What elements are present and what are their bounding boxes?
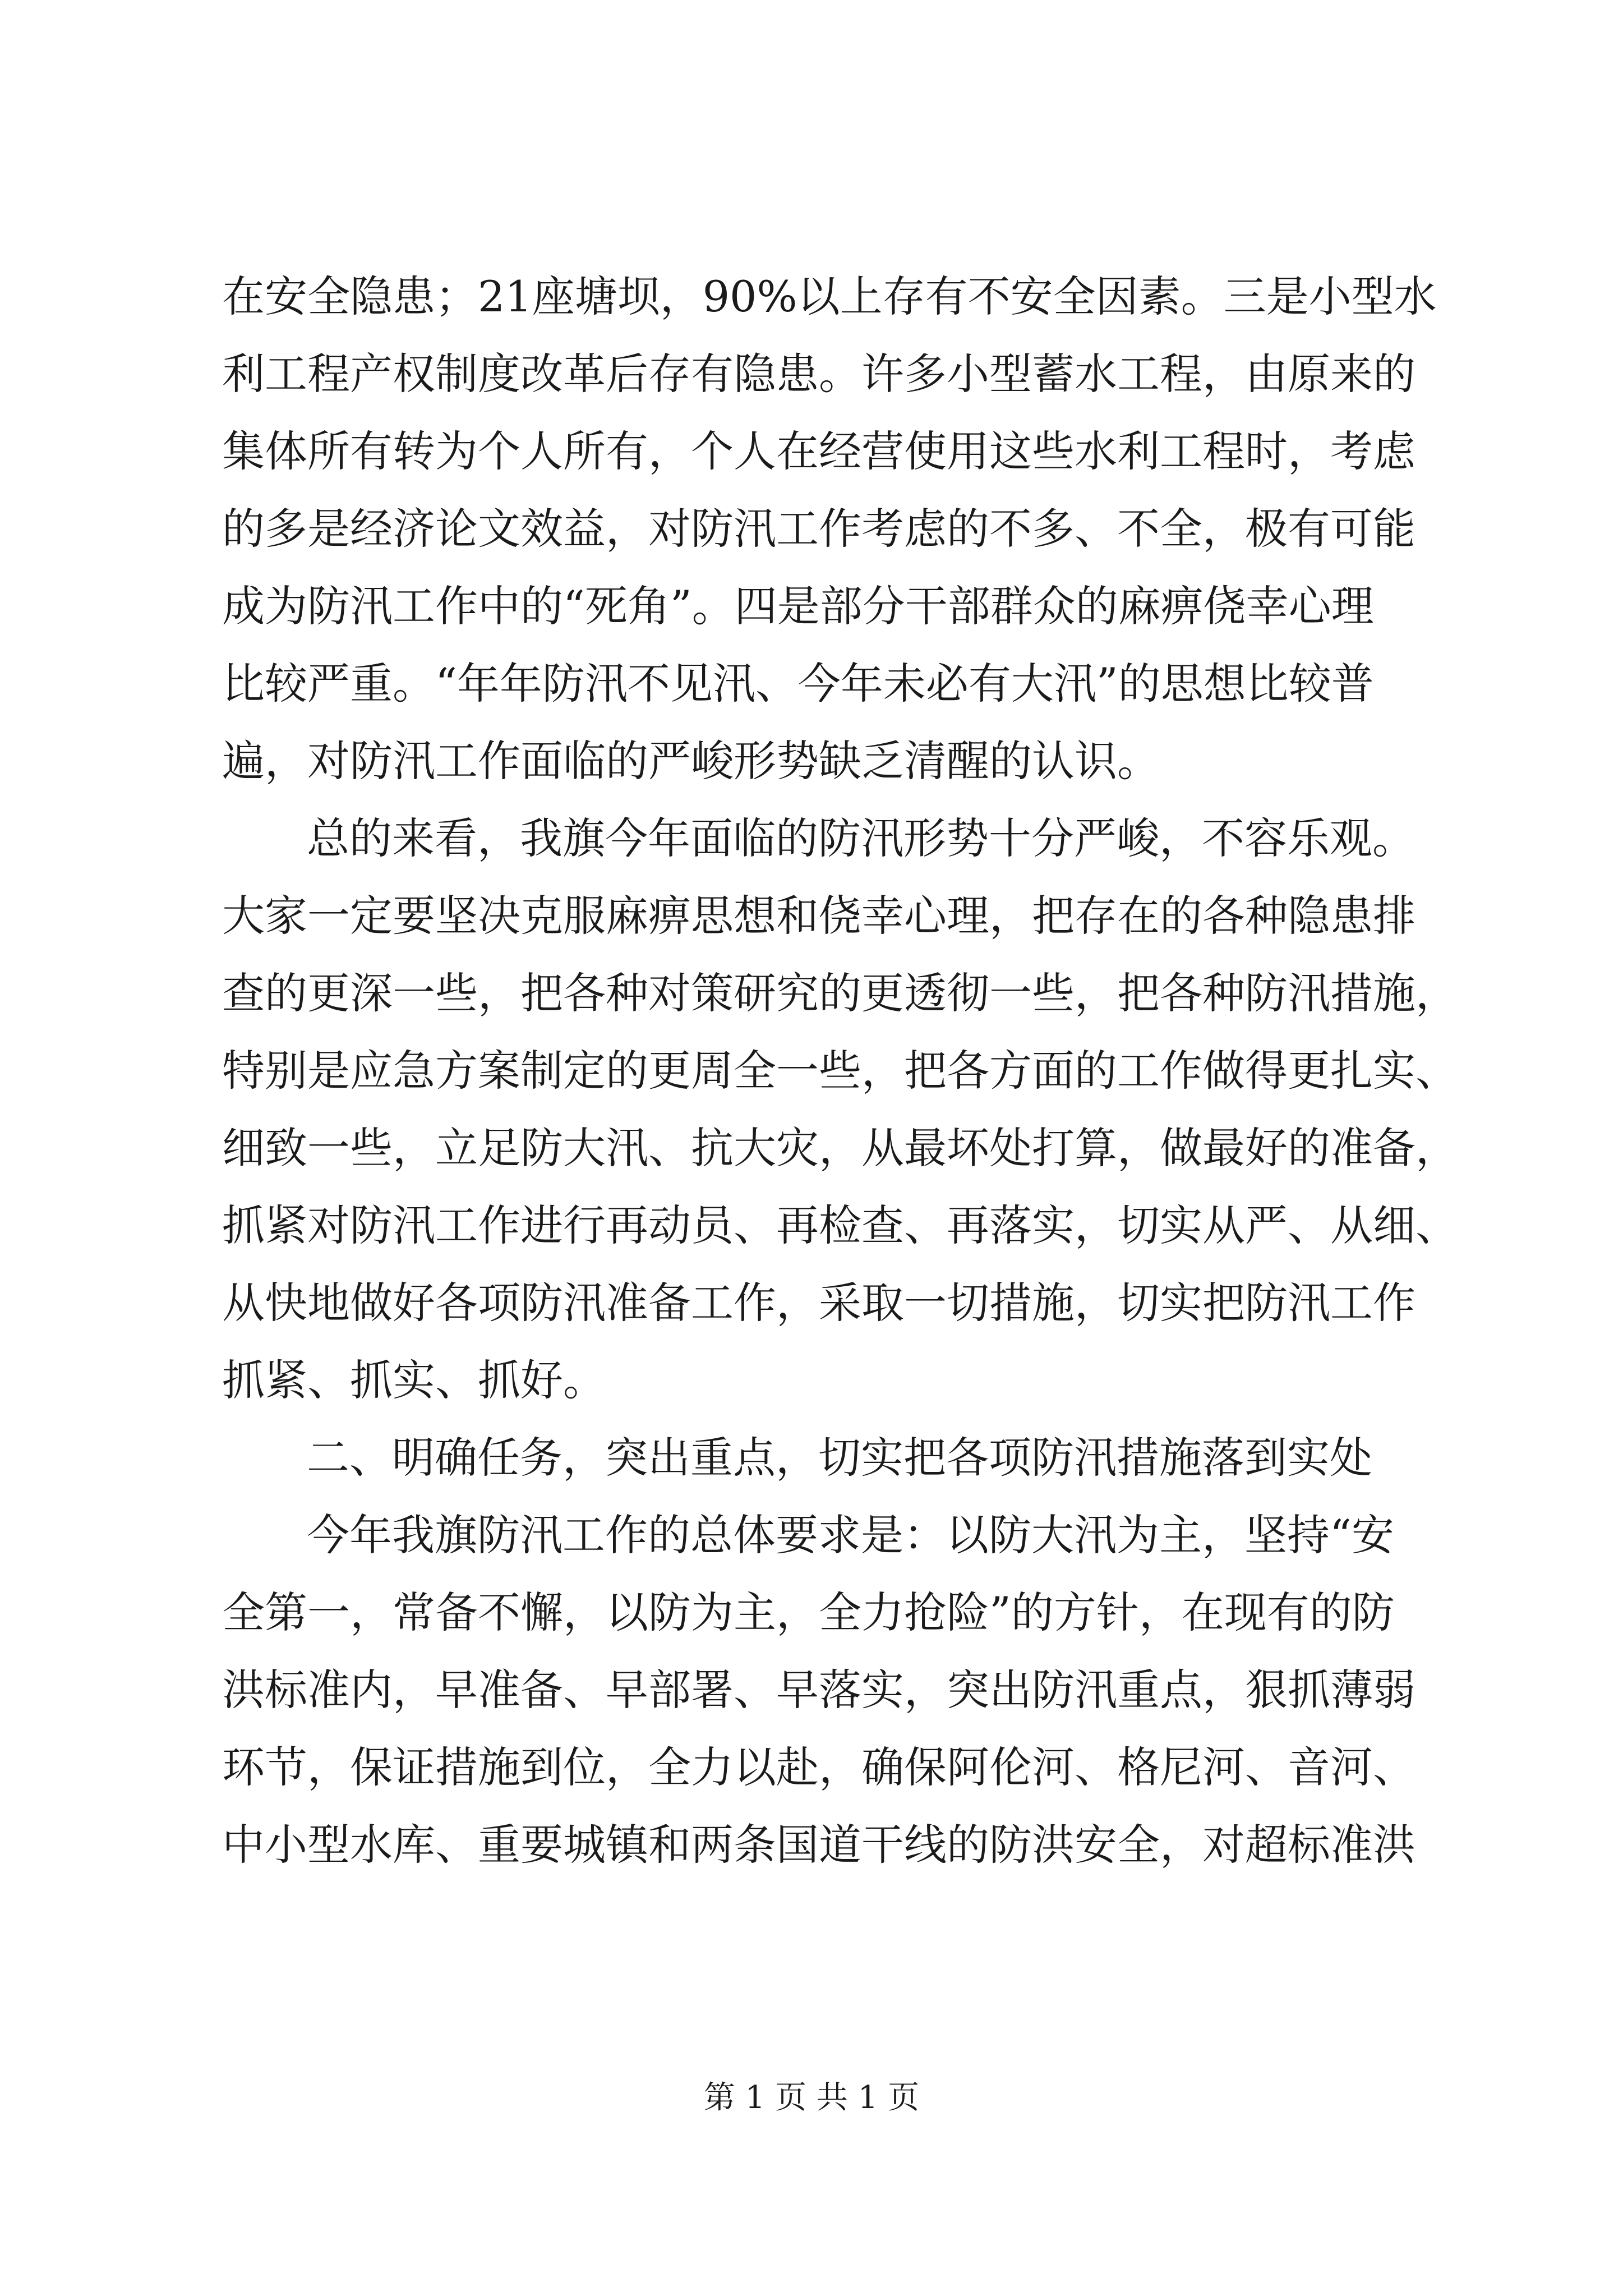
text-line: 的多是经济论文效益，对防汛工作考虑的不多、不全，极有可能 — [222, 504, 1415, 554]
text-line: 遍，对防汛工作面临的严峻形势缺乏清醒的认识。 — [222, 736, 1160, 786]
text-line: 环节，保证措施到位，全力以赴，确保阿伦河、格尼河、音河、 — [222, 1742, 1415, 1792]
text-line: 从快地做好各项防汛准备工作，采取一切措施，切实把防汛工作 — [222, 1278, 1415, 1328]
paragraph-first-line: 总的来看，我旗今年面临的防汛形势十分严峻，不容乐观。 — [307, 813, 1415, 863]
text-line: 查的更深一些，把各种对策研究的更透彻一些，把各种防汛措施， — [222, 968, 1458, 1018]
text-line: 抓紧对防汛工作进行再动员、再检查、再落实，切实从严、从细、 — [222, 1200, 1458, 1250]
text-line: 利工程产权制度改革后存有隐患。许多小型蓄水工程，由原来的 — [222, 349, 1415, 399]
page-number-footer: 第 1 页 共 1 页 — [703, 2079, 920, 2116]
text-line: 细致一些，立足防大汛、抗大灾，从最坏处打算，做最好的准备， — [222, 1123, 1458, 1173]
text-line: 全第一，常备不懈，以防为主，全力抢险”的方针，在现有的防 — [222, 1588, 1395, 1637]
section-heading: 二、明确任务，突出重点，切实把各项防汛措施落到实处 — [307, 1433, 1372, 1483]
text-line: 在安全隐患；21座塘坝，90%以上存有不安全因素。三是小型水 — [222, 272, 1437, 321]
text-line: 大家一定要坚决克服麻痹思想和侥幸心理，把存在的各种隐患排 — [222, 891, 1415, 941]
text-line: 抓紧、抓实、抓好。 — [222, 1355, 606, 1405]
text-line: 集体所有转为个人所有，个人在经营使用这些水利工程时，考虑 — [222, 426, 1415, 476]
text-line: 洪标准内，早准备、早部署、早落实，突出防汛重点，狠抓薄弱 — [222, 1665, 1415, 1715]
text-line: 成为防汛工作中的“死角”。四是部分干部群众的麻痹侥幸心理 — [222, 581, 1374, 631]
text-line: 特别是应急方案制定的更周全一些，把各方面的工作做得更扎实、 — [222, 1046, 1458, 1096]
paragraph-first-line: 今年我旗防汛工作的总体要求是：以防大汛为主，坚持“安 — [307, 1510, 1394, 1560]
text-line: 比较严重。“年年防汛不见汛、今年未必有大汛”的思想比较普 — [222, 659, 1374, 708]
text-line: 中小型水库、重要城镇和两条国道干线的防洪安全，对超标准洪 — [222, 1820, 1415, 1870]
